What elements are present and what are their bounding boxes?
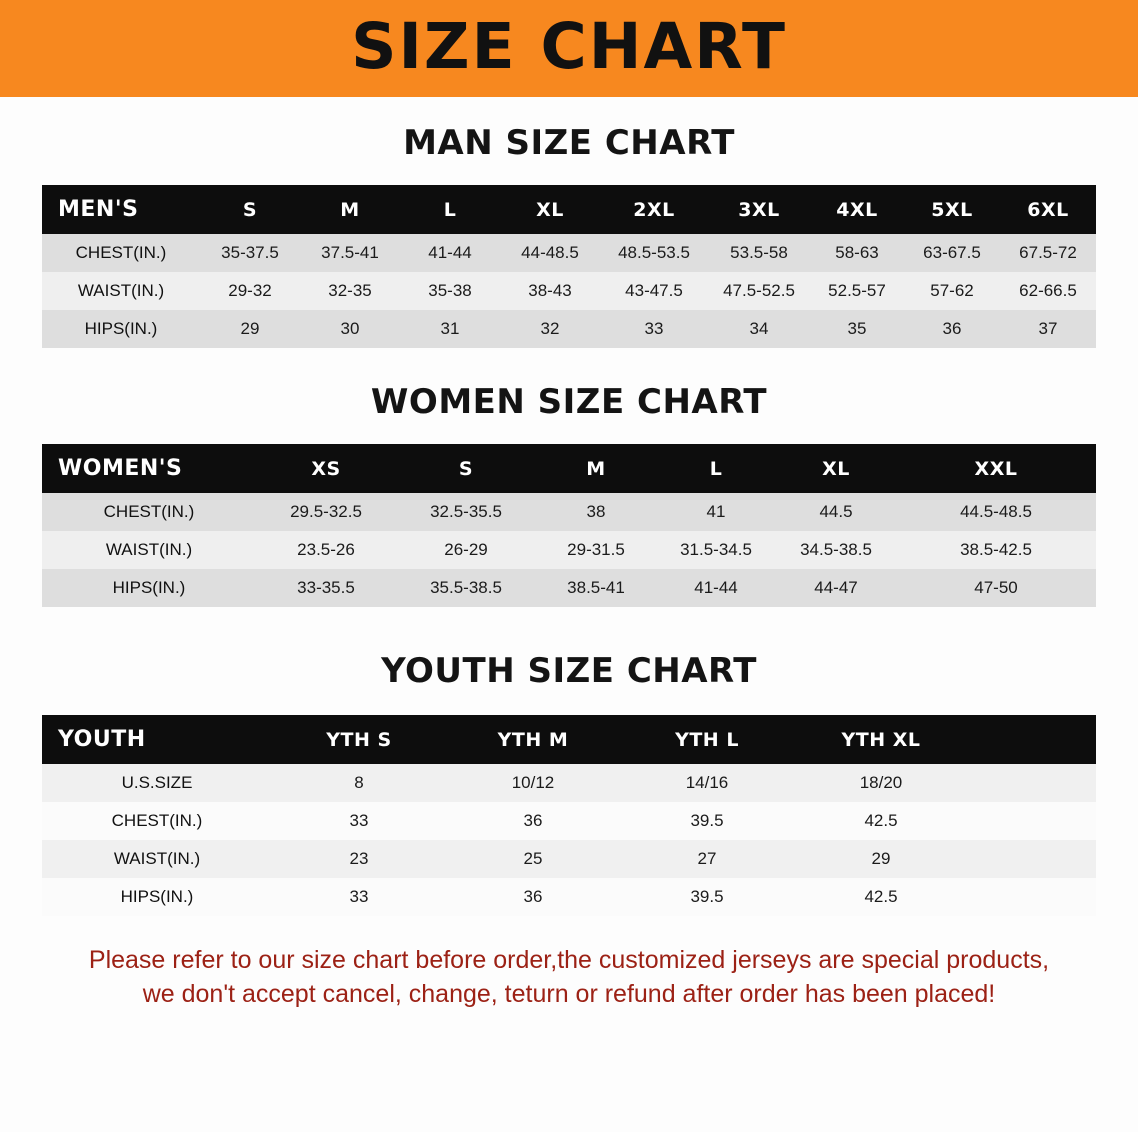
table-row [42, 764, 1096, 802]
row-label: CHEST(IN.) [42, 802, 272, 840]
header-banner [0, 0, 1138, 97]
table-cell: 35-37.5 [200, 234, 300, 272]
table-row [42, 569, 1096, 607]
table-cell: 47-50 [896, 569, 1096, 607]
row-label: U.S.SIZE [42, 764, 272, 802]
table-cell: 35-38 [400, 272, 500, 310]
table-cell: 42.5 [794, 802, 968, 840]
row-label: HIPS(IN.) [42, 569, 256, 607]
table-cell: 34 [708, 310, 810, 348]
table-cell: 31 [400, 310, 500, 348]
table-cell: 23.5-26 [256, 531, 396, 569]
table-row [42, 840, 1096, 878]
table-row [42, 234, 1096, 272]
women-size-table [42, 444, 1096, 607]
table-cell: 25 [446, 840, 620, 878]
table-cell: 33 [272, 878, 446, 916]
table-cell: 33-35.5 [256, 569, 396, 607]
table-cell-spacer [968, 764, 1096, 802]
table-cell: 29-31.5 [536, 531, 656, 569]
table-cell: 41 [656, 493, 776, 531]
col-header: YTH M [446, 715, 620, 764]
col-header: S [396, 444, 536, 493]
table-row [42, 531, 1096, 569]
col-header: S [200, 185, 300, 234]
col-header: WOMEN'S [42, 444, 256, 493]
table-cell: 37 [1000, 310, 1096, 348]
table-row [42, 310, 1096, 348]
table-cell-spacer [968, 840, 1096, 878]
table-row [42, 493, 1096, 531]
women-table-wrap [42, 444, 1096, 607]
table-cell: 8 [272, 764, 446, 802]
table-cell: 44.5 [776, 493, 896, 531]
row-label: WAIST(IN.) [42, 272, 200, 310]
table-header-row [42, 444, 1096, 493]
table-cell: 33 [600, 310, 708, 348]
women-section-title: WOMEN SIZE CHART [370, 382, 768, 422]
table-cell: 39.5 [620, 878, 794, 916]
table-cell: 26-29 [396, 531, 536, 569]
col-header: MEN'S [42, 185, 200, 234]
youth-section-title: YOUTH SIZE CHART [381, 651, 757, 691]
table-cell: 35 [810, 310, 904, 348]
table-cell: 30 [300, 310, 400, 348]
table-cell: 67.5-72 [1000, 234, 1096, 272]
table-cell: 48.5-53.5 [600, 234, 708, 272]
man-size-table [42, 185, 1096, 348]
col-header: 4XL [810, 185, 904, 234]
row-label: WAIST(IN.) [42, 840, 272, 878]
col-header: 3XL [708, 185, 810, 234]
table-header-row [42, 715, 1096, 764]
col-header: 2XL [600, 185, 708, 234]
table-cell: 41-44 [656, 569, 776, 607]
disclaimer-note [40, 944, 1098, 1012]
col-header: XXL [896, 444, 1096, 493]
col-header: XS [256, 444, 396, 493]
table-cell: 29.5-32.5 [256, 493, 396, 531]
row-label: HIPS(IN.) [42, 310, 200, 348]
table-cell: 42.5 [794, 878, 968, 916]
table-cell: 38.5-42.5 [896, 531, 1096, 569]
table-cell-spacer [968, 802, 1096, 840]
man-table-wrap [42, 185, 1096, 348]
col-header: YTH L [620, 715, 794, 764]
table-row [42, 878, 1096, 916]
table-row [42, 272, 1096, 310]
table-cell: 41-44 [400, 234, 500, 272]
table-cell: 27 [620, 840, 794, 878]
table-cell: 39.5 [620, 802, 794, 840]
man-section-title: MAN SIZE CHART [403, 123, 735, 163]
col-header: XL [500, 185, 600, 234]
table-cell: 32.5-35.5 [396, 493, 536, 531]
table-cell: 37.5-41 [300, 234, 400, 272]
table-cell: 10/12 [446, 764, 620, 802]
col-header-spacer [968, 715, 1096, 764]
table-cell: 29-32 [200, 272, 300, 310]
table-row [42, 802, 1096, 840]
table-cell: 35.5-38.5 [396, 569, 536, 607]
col-header: L [400, 185, 500, 234]
table-cell: 44-48.5 [500, 234, 600, 272]
table-cell: 29 [200, 310, 300, 348]
table-cell: 43-47.5 [600, 272, 708, 310]
youth-size-table [42, 715, 1096, 916]
table-cell: 52.5-57 [810, 272, 904, 310]
table-cell: 31.5-34.5 [656, 531, 776, 569]
col-header: 5XL [904, 185, 1000, 234]
col-header: M [536, 444, 656, 493]
row-label: CHEST(IN.) [42, 493, 256, 531]
table-cell: 47.5-52.5 [708, 272, 810, 310]
table-cell: 18/20 [794, 764, 968, 802]
table-cell: 33 [272, 802, 446, 840]
row-label: CHEST(IN.) [42, 234, 200, 272]
col-header: L [656, 444, 776, 493]
table-header-row [42, 185, 1096, 234]
table-cell-spacer [968, 878, 1096, 916]
table-cell: 44.5-48.5 [896, 493, 1096, 531]
table-cell: 38 [536, 493, 656, 531]
disclaimer-line-2: we don't accept cancel, change, teturn or refund after order has been placed! [142, 979, 996, 1008]
table-cell: 23 [272, 840, 446, 878]
youth-table-wrap [42, 715, 1096, 916]
table-cell: 32-35 [300, 272, 400, 310]
col-header: 6XL [1000, 185, 1096, 234]
table-cell: 63-67.5 [904, 234, 1000, 272]
page-title: SIZE CHART [351, 10, 787, 83]
table-cell: 38.5-41 [536, 569, 656, 607]
table-cell: 53.5-58 [708, 234, 810, 272]
table-cell: 38-43 [500, 272, 600, 310]
col-header: YOUTH [42, 715, 272, 764]
table-cell: 58-63 [810, 234, 904, 272]
table-cell: 14/16 [620, 764, 794, 802]
table-cell: 62-66.5 [1000, 272, 1096, 310]
table-cell: 36 [904, 310, 1000, 348]
table-cell: 36 [446, 802, 620, 840]
row-label: WAIST(IN.) [42, 531, 256, 569]
table-cell: 29 [794, 840, 968, 878]
col-header: YTH XL [794, 715, 968, 764]
table-cell: 44-47 [776, 569, 896, 607]
col-header: M [300, 185, 400, 234]
table-cell: 57-62 [904, 272, 1000, 310]
col-header: YTH S [272, 715, 446, 764]
table-cell: 34.5-38.5 [776, 531, 896, 569]
table-cell: 32 [500, 310, 600, 348]
row-label: HIPS(IN.) [42, 878, 272, 916]
col-header: XL [776, 444, 896, 493]
disclaimer-line-1: Please refer to our size chart before order,the customized jerseys are special products, [88, 946, 1050, 974]
table-cell: 36 [446, 878, 620, 916]
